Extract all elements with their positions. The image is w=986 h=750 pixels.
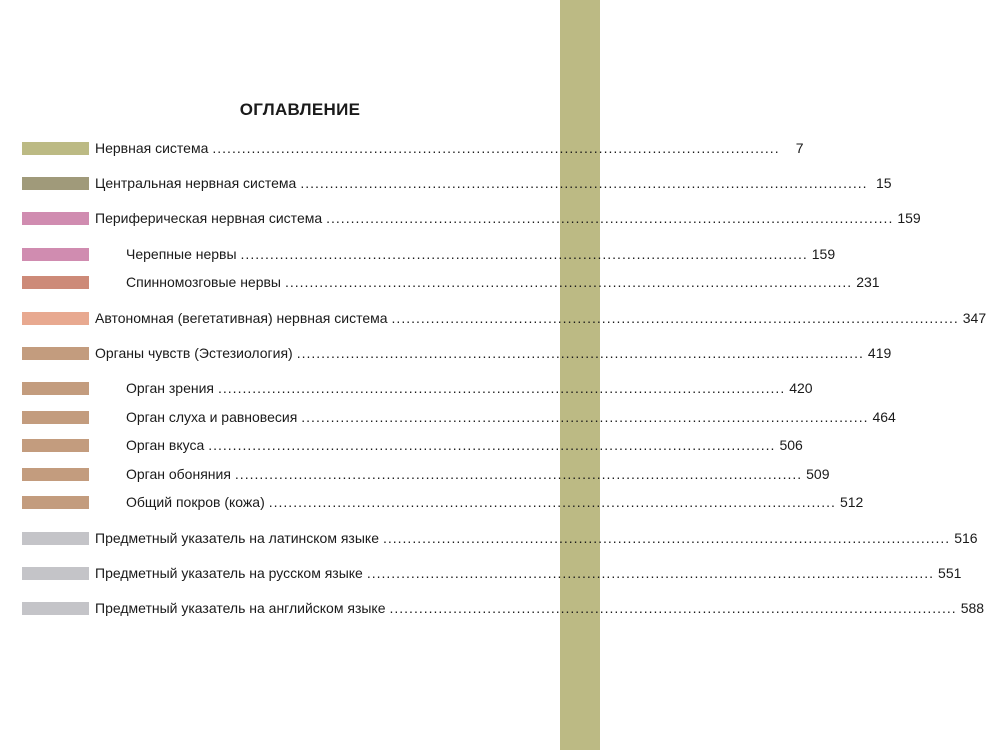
- toc-entry-label: Общий покров (кожа): [126, 494, 265, 510]
- leader-dots: ....................................................................................................................: [240, 246, 808, 262]
- toc-entry-label: Орган обоняния: [126, 466, 231, 482]
- toc-entry-label: Орган слуха и равновесия: [126, 409, 298, 425]
- toc-entry-integument[interactable]: [22, 491, 864, 513]
- toc-entry-label: Автономная (вегетативная) нервная система: [95, 310, 388, 326]
- leader-dots: ....................................................................................................................: [382, 530, 951, 546]
- toc-entry-page: 231: [856, 274, 880, 290]
- section-color-swatch: [22, 312, 89, 325]
- toc-entry-index-latin[interactable]: [22, 527, 978, 549]
- section-color-swatch: [22, 602, 89, 615]
- leader-dots: ....................................................................................................................: [208, 437, 776, 453]
- toc-entry-index-english[interactable]: [22, 597, 985, 619]
- section-color-swatch: [22, 567, 89, 580]
- section-color-swatch: [22, 248, 89, 261]
- toc-entry-organ-of-hearing[interactable]: [22, 406, 896, 428]
- toc-entry-spinal-nerves[interactable]: [22, 271, 880, 293]
- toc-entry-label: Спинномозговые нервы: [126, 274, 281, 290]
- toc-entry-organ-of-taste[interactable]: [22, 434, 803, 456]
- section-color-swatch: [22, 496, 89, 509]
- toc-entry-page: 551: [938, 565, 962, 581]
- toc-entry-page: 464: [872, 409, 896, 425]
- toc-entry-label: Периферическая нервная система: [95, 210, 323, 226]
- toc-entry-page: 7: [795, 140, 804, 156]
- toc-entry-label: Орган вкуса: [126, 437, 205, 453]
- toc-entry-page: 347: [962, 310, 986, 326]
- toc-entry-label: Предметный указатель на английском языке: [95, 600, 386, 616]
- toc-entry-label: Предметный указатель на русском языке: [95, 565, 363, 581]
- toc-entry-sense-organs[interactable]: [22, 342, 892, 364]
- toc-entry-organ-of-vision[interactable]: [22, 377, 813, 399]
- toc-entry-label: Орган зрения: [126, 380, 215, 396]
- toc-entry-page: 506: [779, 437, 803, 453]
- leader-dots: ....................................................................................................................: [326, 210, 894, 226]
- section-color-swatch: [22, 142, 89, 155]
- toc-entry-label: Нервная система: [95, 140, 209, 156]
- toc-entry-label: Органы чувств (Эстезиология): [95, 345, 293, 361]
- toc-entry-cranial-nerves[interactable]: [22, 243, 836, 265]
- toc-entry-page: 509: [806, 466, 830, 482]
- leader-dots: ....................................................................................................................: [218, 380, 786, 396]
- toc-entry-page: 159: [811, 246, 836, 262]
- toc-entry-central-nervous-system[interactable]: [22, 172, 892, 194]
- toc-entry-label: Центральная нервная система: [95, 175, 297, 191]
- toc-entry-index-russian[interactable]: [22, 562, 962, 584]
- leader-dots: ....................................................................................................................: [285, 274, 853, 290]
- toc-entry-label: Черепные нервы: [126, 246, 237, 262]
- leader-dots: ....................................................................................................................: [268, 494, 836, 510]
- toc-entry-page: 420: [789, 380, 813, 396]
- section-color-swatch: [22, 411, 89, 424]
- section-color-swatch: [22, 439, 89, 452]
- section-color-swatch: [22, 382, 89, 395]
- leader-dots: ....................................................................................................................: [389, 600, 957, 616]
- toc-entry-page: 15: [875, 175, 892, 191]
- leader-dots: ....................................................................................................................: [391, 310, 959, 326]
- toc-entry-page: 512: [839, 494, 864, 510]
- toc-entry-autonomic-nervous-system[interactable]: [22, 307, 986, 329]
- section-color-swatch: [22, 468, 89, 481]
- toc-entry-organ-of-smell[interactable]: [22, 463, 830, 485]
- toc-entry-page: 159: [897, 210, 921, 226]
- leader-dots: ....................................................................................................................: [300, 175, 868, 191]
- section-color-swatch: [22, 347, 89, 360]
- leader-dots: ....................................................................................................................: [301, 409, 869, 425]
- section-color-swatch: [22, 532, 89, 545]
- toc-entry-label: Предметный указатель на латинском языке: [95, 530, 379, 546]
- toc-entry-peripheral-nervous-system[interactable]: [22, 207, 921, 229]
- toc-entry-page: 516: [954, 530, 978, 546]
- toc-entry-page: 588: [960, 600, 985, 616]
- leader-dots: ....................................................................................................................: [234, 466, 803, 482]
- toc-entry-page: 419: [867, 345, 892, 361]
- leader-dots: ....................................................................................................................: [366, 565, 935, 581]
- leader-dots: ....................................................................................................................: [296, 345, 864, 361]
- section-color-swatch: [22, 276, 89, 289]
- section-color-swatch: [22, 177, 89, 190]
- page-title: ОГЛАВЛЕНИЕ: [239, 100, 361, 119]
- leader-dots: ....................................................................................................................: [212, 140, 780, 156]
- section-color-swatch: [22, 212, 89, 225]
- toc-entry-nervous-system[interactable]: [22, 137, 804, 159]
